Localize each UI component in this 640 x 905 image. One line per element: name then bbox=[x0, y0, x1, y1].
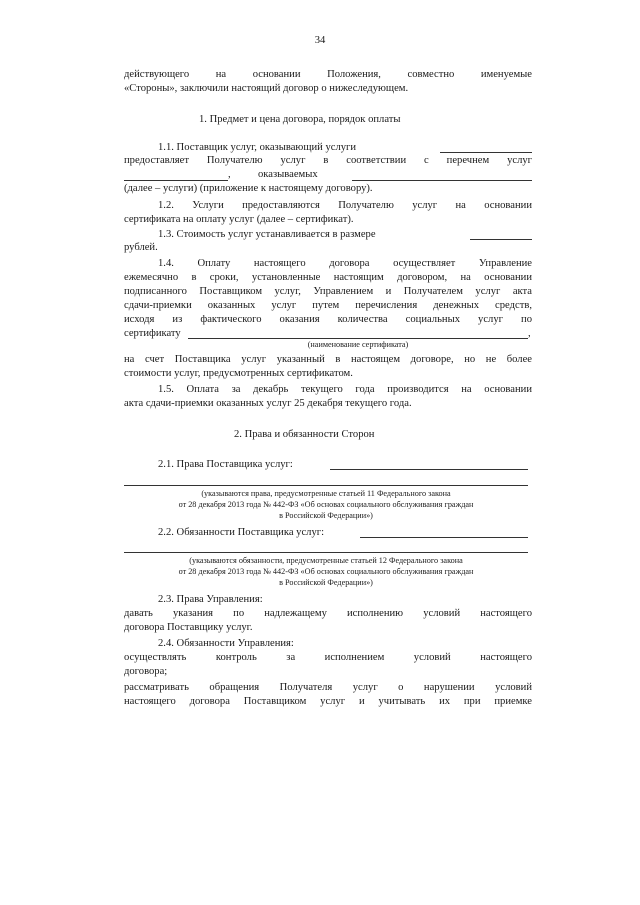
clause-2-4-line-3: договора; bbox=[124, 666, 168, 677]
caption-2-2-line-3: в Российской Федерации») bbox=[279, 578, 373, 587]
blank-field-provider-duties bbox=[360, 537, 528, 538]
clause-1-4-line-6-end: , bbox=[528, 328, 531, 339]
caption-2-2-line-2: от 28 декабря 2013 года № 442-ФЗ «Об основах социального обслуживания граждан bbox=[178, 567, 474, 576]
blank-field-provided bbox=[352, 180, 532, 181]
caption-2-1-line-1: (указываются права, предусмотренные статьей 11 Федерального закона bbox=[201, 489, 451, 498]
clause-1-3-line-2: рублей. bbox=[124, 242, 158, 253]
clause-1-4-line-6: сертификату bbox=[124, 328, 181, 339]
blank-field-provider bbox=[440, 152, 532, 153]
blank-line-provider-rights bbox=[124, 485, 528, 486]
blank-line-provider-duties bbox=[124, 552, 528, 553]
clause-2-4-line-4: рассматривать обращения Получателя услуг о нарушении условий bbox=[124, 682, 532, 693]
clause-1-1-sep: , bbox=[228, 169, 231, 180]
clause-2-3-line-3: договора Поставщику услуг. bbox=[124, 622, 253, 633]
clause-1-4-line-7: на счет Поставщика услуг указанный в настоящем договоре, но не более bbox=[124, 354, 532, 365]
section-1-heading: 1. Предмет и цена договора, порядок оплаты bbox=[199, 114, 401, 125]
clause-1-4-line-2: ежемесячно в сроки, установленные настоящим договором, на основании bbox=[124, 272, 532, 283]
caption-2-1-line-3: в Российской Федерации») bbox=[279, 511, 373, 520]
caption-certificate-name: (наименование сертификата) bbox=[307, 340, 409, 349]
caption-2-1-line-2: от 28 декабря 2013 года № 442-ФЗ «Об основах социального обслуживания граждан bbox=[178, 500, 474, 509]
clause-2-4-line-2: осуществлять контроль за исполнением условий настоящего bbox=[124, 652, 532, 663]
clause-1-5-line-2: акта сдачи-приемки оказанных услуг 25 декабря текущего года. bbox=[124, 398, 412, 409]
clause-2-3-line-2: давать указания по надлежащему исполнению условий настоящего bbox=[124, 608, 532, 619]
clause-1-1-line-4: (далее – услуги) (приложение к настоящему договору). bbox=[124, 183, 373, 194]
clause-2-3-line-1: 2.3. Права Управления: bbox=[158, 594, 263, 605]
clause-1-1-word: оказываемых bbox=[258, 169, 318, 180]
clause-1-4-line-3: подписанного Поставщиком услуг, Управлением и Получателем услуг акта bbox=[124, 286, 532, 297]
clause-2-2-line-1: 2.2. Обязанности Поставщика услуг: bbox=[158, 527, 325, 538]
clause-1-2-line-2: сертификата на оплату услуг (далее – сертификат). bbox=[124, 214, 354, 225]
page-number: 34 bbox=[314, 35, 326, 46]
clause-1-4-line-8: стоимости услуг, предусмотренных сертификатом. bbox=[124, 368, 353, 379]
intro-line-1: действующего на основании Положения, совместно именуемые bbox=[124, 69, 532, 80]
clause-1-4-line-5: исходя из фактического оказания количества социальных услуг по bbox=[124, 314, 532, 325]
clause-1-4-line-1: 1.4. Оплату настоящего договора осуществляет Управление bbox=[158, 258, 532, 269]
clause-1-1-line-2: предоставляет Получателю услуг в соответствии с перечнем услуг bbox=[124, 155, 532, 166]
blank-field-provider-rights bbox=[330, 469, 528, 470]
clause-1-4-line-4: сдачи-приемки оказанных услуг путем перечисления денежных средств, bbox=[124, 300, 532, 311]
clause-1-2-line-1: 1.2. Услуги предоставляются Получателю услуг на основании bbox=[158, 200, 532, 211]
clause-2-4-line-5: настоящего договора Поставщиком услуг и учитывать их при приемке bbox=[124, 696, 532, 707]
blank-field-cost bbox=[470, 239, 532, 240]
blank-field-services-list bbox=[124, 180, 228, 181]
caption-2-2-line-1: (указываются обязанности, предусмотренные статьей 12 Федерального закона bbox=[189, 556, 463, 565]
clause-1-5-line-1: 1.5. Оплата за декабрь текущего года производится на основании bbox=[158, 384, 532, 395]
blank-field-certificate-name bbox=[188, 338, 528, 339]
section-2-heading: 2. Права и обязанности Сторон bbox=[234, 429, 375, 440]
clause-2-1-line-1: 2.1. Права Поставщика услуг: bbox=[158, 459, 293, 470]
clause-1-3-line-1: 1.3. Стоимость услуг устанавливается в размере bbox=[158, 229, 376, 240]
clause-2-4-line-1: 2.4. Обязанности Управления: bbox=[158, 638, 294, 649]
clause-1-1-line-1: 1.1. Поставщик услуг, оказывающий услуги bbox=[158, 142, 357, 153]
intro-line-2: «Стороны», заключили настоящий договор о нижеследующем. bbox=[124, 83, 409, 94]
